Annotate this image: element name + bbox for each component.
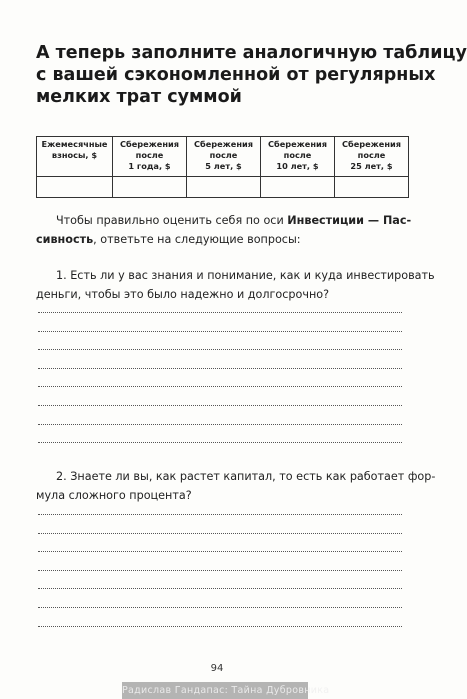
table-cell-blank	[335, 177, 409, 198]
table-header-row	[37, 137, 409, 177]
answer-line[interactable]	[38, 588, 402, 589]
section-heading	[36, 42, 467, 108]
header-savings-5-years: Сбережения после 5 лет, $	[187, 137, 261, 177]
answer-lines-2	[38, 514, 402, 644]
answer-line[interactable]	[38, 386, 402, 387]
heading-line-2: с вашей сэкономленной от регулярных	[36, 65, 436, 85]
question-2-line-1: 2. Знаете ли вы, как растет капитал, то есть как работает фор-	[56, 470, 436, 483]
intro-text: Чтобы правильно оценить себя по оси	[56, 214, 288, 227]
intro-emphasis: Инвестиции — Пас-	[287, 214, 412, 227]
table-cell-blank	[187, 177, 261, 198]
question-1	[36, 266, 435, 304]
page-number: 94	[210, 663, 224, 674]
answer-line[interactable]	[38, 442, 402, 443]
intro-paragraph	[36, 211, 412, 249]
header-savings-25-years: Сбережения после 25 лет, $	[335, 137, 409, 177]
question-2-line-2: мула сложного процента?	[36, 489, 192, 502]
table-cell-blank	[261, 177, 335, 198]
answer-line[interactable]	[38, 368, 402, 369]
question-1-line-2: деньги, чтобы это было надежно и долгосрочно?	[36, 288, 330, 301]
table-row	[37, 177, 409, 198]
answer-line[interactable]	[38, 349, 402, 350]
intro-emphasis-cont: сивность	[36, 233, 94, 246]
answer-line[interactable]	[38, 570, 402, 571]
heading-line-1: А теперь заполните аналогичную таблицу	[36, 43, 467, 63]
answer-line[interactable]	[38, 424, 402, 425]
table-cell-blank	[113, 177, 187, 198]
answer-line[interactable]	[38, 626, 402, 627]
answer-line[interactable]	[38, 533, 402, 534]
answer-line[interactable]	[38, 312, 402, 313]
header-monthly-contributions: Ежемесячные взносы, $	[37, 137, 113, 177]
answer-line[interactable]	[38, 551, 402, 552]
answer-line[interactable]	[38, 514, 402, 515]
watermark-banner: Радислав Гандапас: Тайна Дубровника	[122, 682, 308, 699]
question-2	[36, 467, 436, 505]
answer-line[interactable]	[38, 607, 402, 608]
answer-line[interactable]	[38, 331, 402, 332]
heading-line-3: мелких трат суммой	[36, 87, 242, 107]
answer-lines-1	[38, 312, 402, 461]
intro-text-cont: , ответьте на следующие вопросы:	[93, 233, 301, 246]
header-savings-1-year: Сбережения после 1 года, $	[113, 137, 187, 177]
answer-line[interactable]	[38, 405, 402, 406]
question-1-line-1: 1. Есть ли у вас знания и понимание, как и куда инвестировать	[56, 269, 435, 282]
header-savings-10-years: Сбережения после 10 лет, $	[261, 137, 335, 177]
table-cell-blank	[37, 177, 113, 198]
savings-table	[36, 136, 409, 198]
